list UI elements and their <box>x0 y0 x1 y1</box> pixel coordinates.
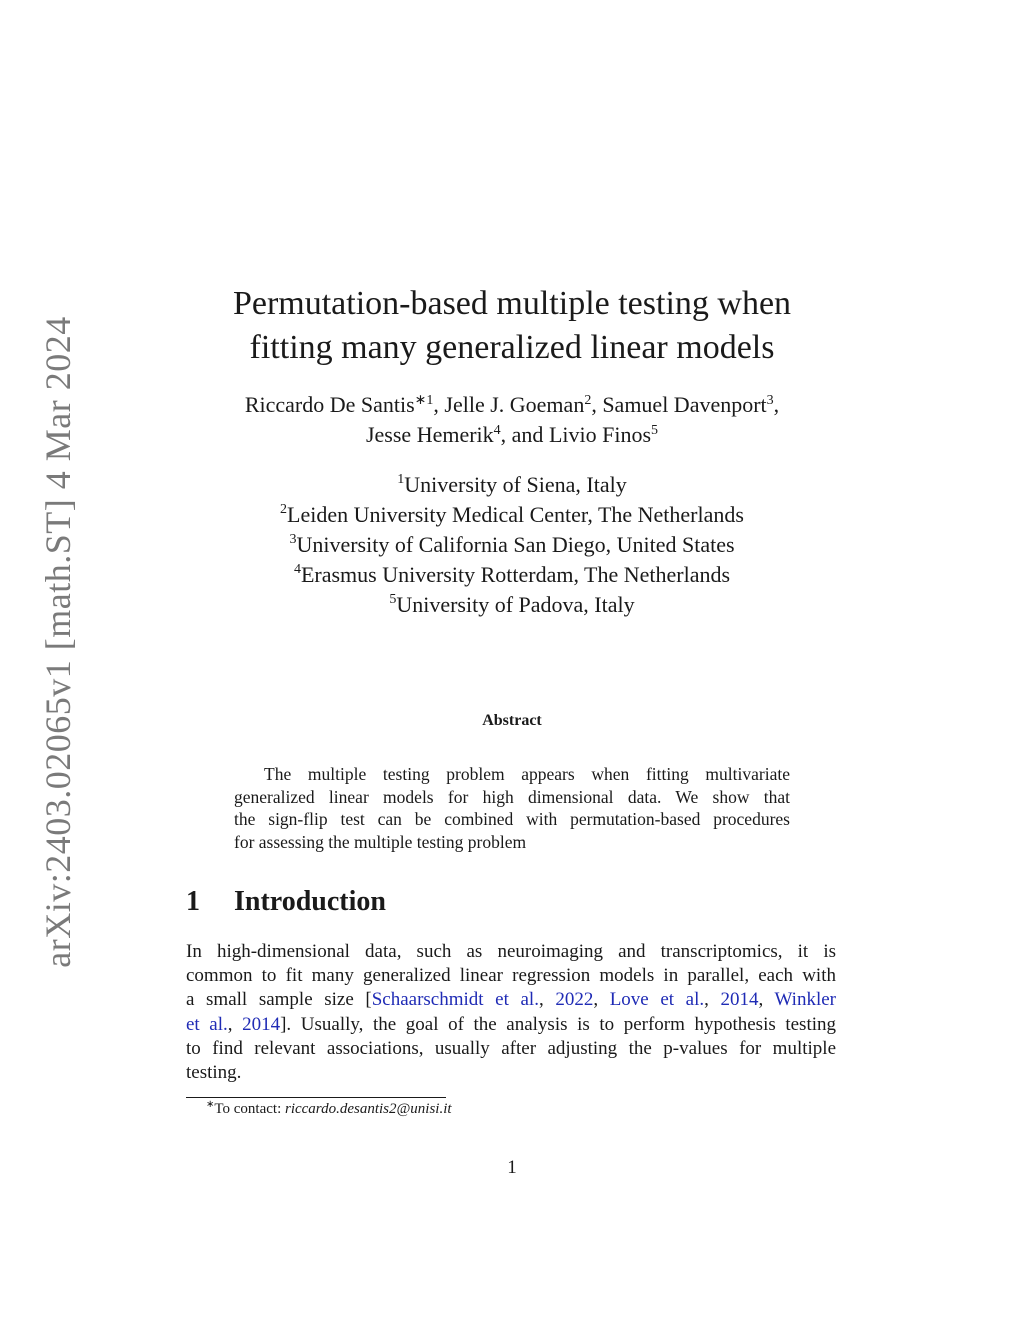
title-line-1: Permutation-based multiple testing when <box>232 285 792 322</box>
abstract-text <box>234 763 790 853</box>
citation-year-link[interactable]: 2022 <box>555 989 594 1011</box>
affiliation <box>0 470 1024 500</box>
author-mark: ∗1 <box>414 393 434 408</box>
author-list <box>0 390 1024 450</box>
footnote-mark: ∗ <box>206 1099 215 1110</box>
paragraph-line: common to fit many generalized linear regression models in parallel, each with <box>186 965 836 987</box>
affiliation <box>0 560 1024 590</box>
footnote-label: To contact: <box>214 1101 285 1117</box>
author-name: Jelle J. Goeman <box>444 392 585 417</box>
section-heading-introduction <box>186 886 386 918</box>
author-separator: , <box>773 392 780 417</box>
footnote <box>206 1101 452 1118</box>
citation-link-winkler-cont[interactable]: et al. <box>186 1013 228 1035</box>
contact-email[interactable]: riccardo.desantis2@unisi.it <box>284 1101 452 1117</box>
paragraph-line: to find relevant associations, usually after adjusting the p-values for multiple <box>186 1037 836 1059</box>
affiliation-text: University of Siena, Italy <box>404 472 627 497</box>
affiliation-number: 1 <box>397 472 405 487</box>
affiliation-number: 3 <box>289 532 297 547</box>
citation-year-link[interactable]: 2014 <box>720 989 759 1011</box>
affiliation-list <box>0 470 1024 620</box>
citation-year-link[interactable]: 2014 <box>242 1013 281 1035</box>
citation-link-schaarschmidt[interactable]: Schaarschmidt et al. <box>371 989 539 1011</box>
author-name: Jesse Hemerik <box>365 422 494 447</box>
author-mark: 3 <box>766 393 774 408</box>
author-name: Livio Finos <box>548 422 652 447</box>
section-number: 1 <box>186 886 200 917</box>
author-separator: , <box>591 392 603 417</box>
paragraph-line: et al., 2014]. Usually, the goal of the analysis is to perform hypothesis testing <box>186 1013 836 1035</box>
author-separator: , and <box>500 422 549 447</box>
author-name: Samuel Davenport <box>602 392 767 417</box>
affiliation <box>0 530 1024 560</box>
paper-title <box>0 282 1024 370</box>
arxiv-identifier-stamp: arXiv:2403.02065v1 [math.ST] 4 Mar 2024 <box>38 316 78 968</box>
affiliation-number: 5 <box>389 592 397 607</box>
page-number: 1 <box>507 1157 517 1178</box>
affiliation <box>0 500 1024 530</box>
affiliation <box>0 590 1024 620</box>
paragraph-line: In high-dimensional data, such as neuroimaging and transcriptomics, it is <box>186 941 836 962</box>
abstract-line: The multiple testing problem appears when fitting multivariate <box>264 764 790 784</box>
affiliation-text: University of California San Diego, United States <box>296 532 735 557</box>
author-separator: , <box>433 392 445 417</box>
affiliation-text: Erasmus University Rotterdam, The Netherlands <box>300 562 731 587</box>
abstract-line: the sign-flip test can be combined with permutation-based procedures <box>234 809 790 829</box>
abstract-line: for assessing the multiple testing problem <box>234 831 527 852</box>
paragraph-line: testing. <box>186 1062 242 1084</box>
citation-link-winkler[interactable]: Winkler <box>774 989 836 1011</box>
affiliation-number: 4 <box>293 562 301 577</box>
author-line-1 <box>0 390 1024 420</box>
title-line-2: fitting many generalized linear models <box>249 329 775 366</box>
author-mark: 2 <box>584 393 592 408</box>
citation-link-love[interactable]: Love et al. <box>609 989 705 1011</box>
author-name: Riccardo De Santis <box>244 392 415 417</box>
affiliation-number: 2 <box>280 502 288 517</box>
abstract-heading: Abstract <box>482 712 542 729</box>
affiliation-text: University of Padova, Italy <box>396 592 635 617</box>
footnote-rule <box>186 1097 446 1098</box>
author-mark: 4 <box>493 423 501 438</box>
text-fragment: ]. Usually, the goal of the analysis is to perform hypothesis testing <box>280 1013 836 1035</box>
affiliation-text: Leiden University Medical Center, The Netherlands <box>287 502 744 527</box>
author-mark: 5 <box>651 423 659 438</box>
author-line-2 <box>0 420 1024 450</box>
text-fragment: a small sample size [ <box>186 989 372 1011</box>
paragraph-line: a small sample size [Schaarschmidt et al., 2022, Love et al., 2014, Winkler <box>186 989 836 1011</box>
section-title: Introduction <box>234 886 386 917</box>
introduction-paragraph <box>186 940 836 1085</box>
abstract-line: generalized linear models for high dimensional data. We show that <box>234 786 790 807</box>
